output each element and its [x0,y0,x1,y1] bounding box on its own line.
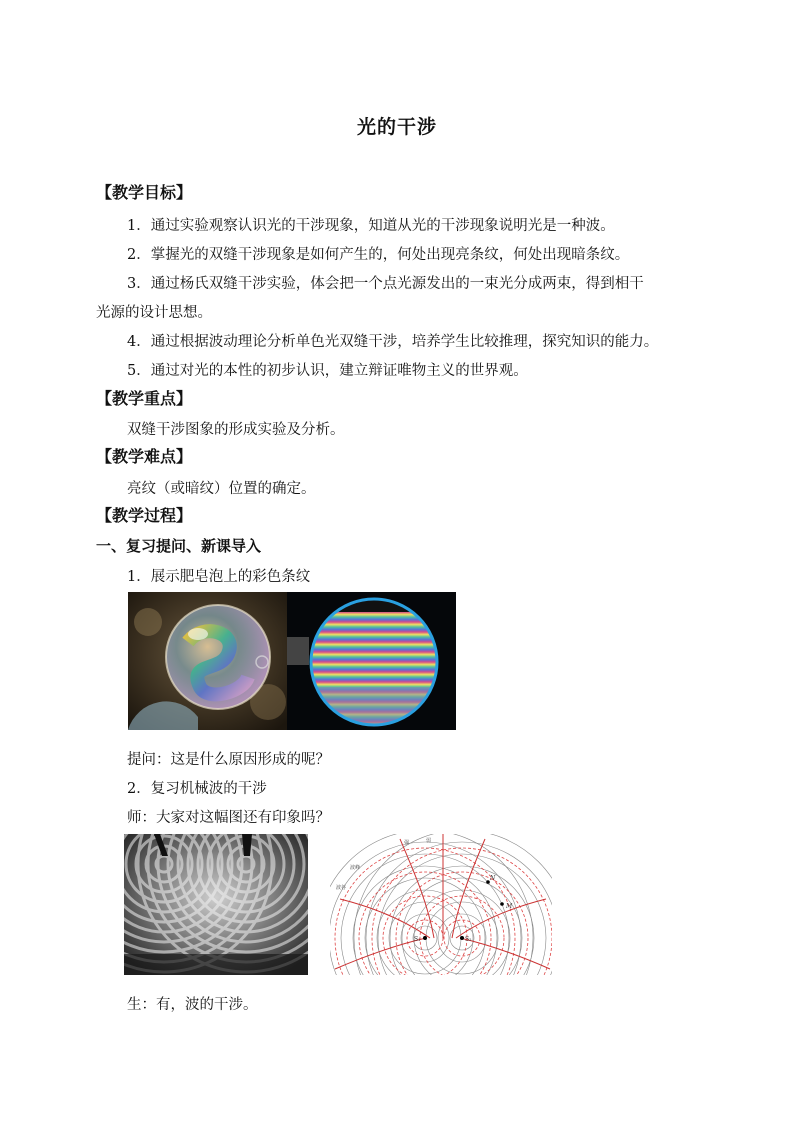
goal-item-3-continued: 光源的设计思想。 [96,305,212,321]
process-step-1: 1．展示肥皂泡上的彩色条纹 [127,569,311,585]
diagram-label-trough: 波谷 [336,885,347,891]
soap-film-fringes-photo [287,592,456,730]
diagram-label-weak: 弱 [426,838,432,844]
section-heading-difficulty: 【教学难点】 [96,447,193,466]
difficulty-text: 亮纹（或暗纹）位置的确定。 [127,481,316,497]
teacher-text: 师：大家对这幅图还有印象吗？ [127,810,330,826]
process-step-2: 2．复习机械波的干涉 [127,781,267,797]
water-wave-interference-photo [124,834,308,975]
soap-bubble-photo [128,592,287,730]
student-text: 生：有，波的干涉。 [127,997,258,1013]
diagram-label-s2: S₂ [465,936,472,943]
section-heading-process: 【教学过程】 [96,506,193,525]
question-text: 提问：这是什么原因形成的呢？ [127,752,330,768]
diagram-label-n: N [490,875,496,882]
diagram-label-s1: S₁ [414,936,421,943]
diagram-label-m: M [506,903,513,910]
diagram-label-strong: 强 [404,840,410,846]
interference-diagram [330,834,552,975]
goal-item-2: 2．掌握光的双缝干涉现象是如何产生的，何处出现亮条纹，何处出现暗条纹。 [127,247,630,263]
goal-item-4: 4．通过根据波动理论分析单色光双缝干涉，培养学生比较推理，探究知识的能力。 [127,334,659,350]
goal-item-1: 1．通过实验观察认识光的干涉现象，知道从光的干涉现象说明光是一种波。 [127,218,615,234]
section-heading-goals: 【教学目标】 [96,183,193,202]
goal-item-5: 5．通过对光的本性的初步认识，建立辩证唯物主义的世界观。 [127,363,528,379]
section-heading-key: 【教学重点】 [96,389,193,408]
goal-item-3: 3．通过杨氏双缝干涉实验，体会把一个点光源发出的一束光分成两束，得到相干 [127,276,644,292]
key-point-text: 双缝干涉图象的形成实验及分析。 [127,422,345,438]
diagram-label-crest: 波峰 [350,865,361,871]
process-part-1-heading: 一、复习提问、新课导入 [96,537,262,555]
page-title: 光的干涉 [356,116,437,138]
